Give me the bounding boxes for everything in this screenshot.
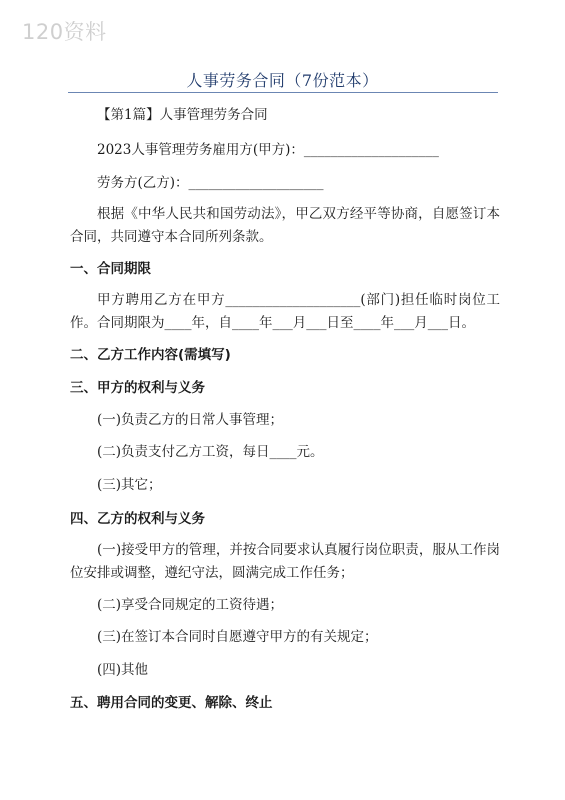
heading-work-content: 二、乙方工作内容(需填写) bbox=[70, 347, 231, 363]
title-divider bbox=[68, 92, 498, 93]
party-b-item-4: (四)其他 bbox=[97, 662, 149, 678]
party-a-item-3: (三)其它； bbox=[97, 477, 162, 493]
section-label: 【第1篇】人事管理劳务合同 bbox=[97, 107, 268, 123]
party-b-item-3: (三)在签订本合同时自愿遵守甲方的有关规定； bbox=[97, 629, 378, 645]
party-b-item-2: (二)享受合同规定的工资待遇； bbox=[97, 597, 284, 613]
heading-contract-change: 五、聘用合同的变更、解除、终止 bbox=[70, 695, 273, 711]
document-title: 人事劳务合同（7份范本） bbox=[186, 71, 379, 90]
watermark-logo: 120资料 bbox=[22, 20, 107, 44]
intro-paragraph: 根据《中华人民共和国劳动法》，甲乙双方经平等协商，自愿签订本合同，共同遵守本合同所列条款。 bbox=[70, 206, 500, 245]
worker-line: 劳务方(乙方)：____________________ bbox=[97, 175, 324, 191]
party-a-item-2: (二)负责支付乙方工资，每日____元。 bbox=[97, 444, 324, 460]
contract-term-paragraph: 甲方聘用乙方在甲方____________________(部门)担任临时岗位工作。合同期限为____年，自____年___月___日至____年___月___日。 bbox=[70, 292, 500, 331]
heading-contract-term: 一、合同期限 bbox=[70, 261, 151, 277]
employer-line: 2023人事管理劳务雇用方(甲方)：____________________ bbox=[97, 142, 439, 158]
heading-party-b-rights: 四、乙方的权利与义务 bbox=[70, 511, 205, 527]
party-a-item-1: (一)负责乙方的日常人事管理； bbox=[97, 412, 284, 428]
party-b-item-1: (一)接受甲方的管理，并按合同要求认真履行岗位职责，服从工作岗位安排或调整，遵纪守法，圆满完成工作任务； bbox=[70, 542, 500, 581]
heading-party-a-rights: 三、甲方的权利与义务 bbox=[70, 380, 205, 396]
